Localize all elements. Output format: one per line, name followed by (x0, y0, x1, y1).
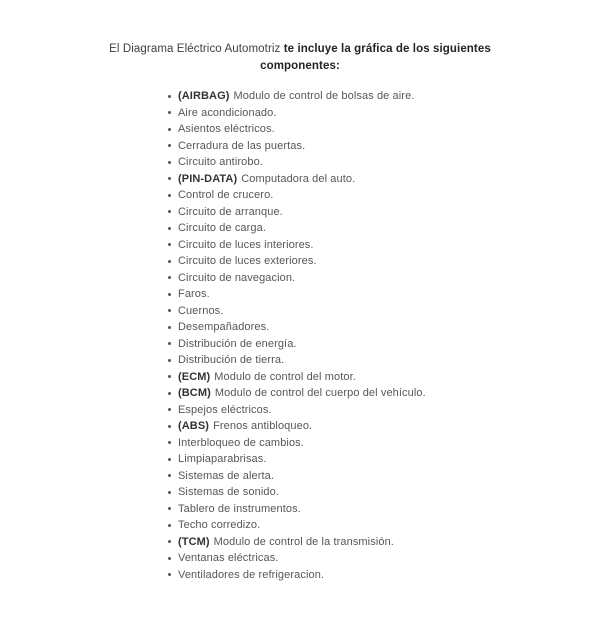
list-item (168, 501, 600, 518)
list-item-text: Sistemas de alerta. (178, 469, 275, 482)
page-title-bold: te incluye la gráfica de los siguientes (283, 43, 491, 55)
list-item-text: Modulo de control del motor. (214, 370, 356, 383)
page-title-line-2: componentes: (260, 60, 340, 72)
bullet-icon (168, 128, 171, 131)
list-item (168, 138, 600, 155)
list-item (168, 550, 600, 567)
bullet-icon (168, 557, 171, 560)
bullet-icon (168, 194, 171, 197)
list-item-text: Circuito de carga. (178, 222, 267, 234)
component-code: (ABS) (178, 420, 210, 432)
list-item (168, 402, 600, 419)
list-item-text: Aire acondicionado. (178, 106, 277, 119)
list-item-text: Sistemas de sonido. (178, 486, 279, 498)
bullet-icon (168, 177, 171, 180)
list-item (168, 385, 600, 402)
list-item (168, 484, 600, 501)
page-title (0, 41, 600, 75)
list-item (168, 369, 600, 386)
bullet-icon (168, 227, 171, 230)
bullet-icon (168, 276, 171, 279)
component-code: (BCM) (178, 387, 211, 399)
list-item (168, 534, 600, 551)
bullet-icon (168, 260, 171, 263)
list-item (168, 187, 600, 204)
page-title-regular: El Diagrama Eléctrico Automotriz (109, 43, 284, 55)
list-item-text: Ventanas eléctricas. (178, 552, 279, 564)
bullet-icon (168, 161, 171, 164)
bullet-icon (168, 293, 171, 296)
page-title-line-1 (0, 41, 600, 58)
list-item (168, 270, 600, 287)
list-item (168, 88, 600, 105)
list-item-text: Cerradura de las puertas. (178, 139, 306, 152)
components-list (168, 88, 600, 583)
bullet-icon (168, 425, 171, 428)
list-item-text: Techo corredizo. (178, 519, 261, 531)
list-item (168, 352, 600, 369)
list-item (168, 468, 600, 485)
list-item-text: Tablero de instrumentos. (178, 502, 301, 515)
bullet-icon (168, 408, 171, 411)
bullet-icon (168, 392, 171, 395)
bullet-icon (168, 243, 171, 246)
bullet-icon (168, 375, 171, 378)
bullet-icon (168, 507, 171, 510)
list-item-text: Modulo de control de la transmisión. (213, 535, 394, 548)
bullet-icon (168, 458, 171, 461)
list-item (168, 567, 600, 584)
bullet-icon (168, 573, 171, 576)
list-item-text: Cuernos. (178, 304, 224, 317)
list-item-text: Circuito de luces interiores. (178, 238, 314, 251)
list-item (168, 220, 600, 237)
list-item-text: Circuito de navegacion. (178, 271, 296, 284)
list-item-text: Circuito de luces exteriores. (178, 255, 317, 267)
bullet-icon (168, 359, 171, 362)
list-item-text: Control de crucero. (178, 189, 274, 201)
bullet-icon (168, 441, 171, 444)
bullet-icon (168, 111, 171, 114)
document-page (0, 41, 600, 641)
bullet-icon (168, 540, 171, 543)
list-item (168, 121, 600, 138)
list-item-text: Espejos eléctricos. (178, 403, 272, 416)
list-item (168, 517, 600, 534)
bullet-icon (168, 309, 171, 312)
bullet-icon (168, 474, 171, 477)
list-item (168, 319, 600, 336)
bullet-icon (168, 210, 171, 213)
list-item-text: Distribución de tierra. (178, 354, 285, 366)
list-item-text: Desempañadores. (178, 321, 270, 333)
list-item-text: Ventiladores de refrigeracion. (178, 568, 325, 581)
list-item-text: Frenos antibloqueo. (213, 420, 313, 432)
component-code: (ECM) (178, 370, 211, 383)
bullet-icon (168, 524, 171, 527)
bullet-icon (168, 144, 171, 147)
bullet-icon (168, 95, 171, 98)
list-item-text: Circuito antirobo. (178, 156, 263, 168)
list-item-text: Interbloqueo de cambios. (178, 436, 304, 449)
list-item (168, 418, 600, 435)
list-item-text: Modulo de control de bolsas de aire. (233, 90, 415, 102)
list-item-text: Computadora del auto. (241, 172, 356, 185)
component-code: (PIN-DATA) (178, 172, 238, 185)
list-item (168, 253, 600, 270)
list-item-text: Distribución de energía. (178, 337, 297, 350)
component-code: (AIRBAG) (178, 90, 230, 102)
list-item (168, 154, 600, 171)
list-item (168, 171, 600, 188)
list-item-text: Limpiaparabrisas. (178, 453, 267, 465)
list-item (168, 336, 600, 353)
list-item-text: Circuito de arranque. (178, 205, 283, 218)
list-item (168, 237, 600, 254)
list-item (168, 286, 600, 303)
list-item-text: Modulo de control del cuerpo del vehículo. (214, 387, 426, 399)
list-item (168, 105, 600, 122)
list-item-text: Asientos eléctricos. (178, 123, 275, 135)
list-item (168, 204, 600, 221)
bullet-icon (168, 326, 171, 329)
list-item (168, 451, 600, 468)
component-code: (TCM) (178, 535, 210, 548)
bullet-icon (168, 342, 171, 345)
list-item (168, 303, 600, 320)
list-item (168, 435, 600, 452)
bullet-icon (168, 491, 171, 494)
list-item-text: Faros. (178, 288, 210, 300)
